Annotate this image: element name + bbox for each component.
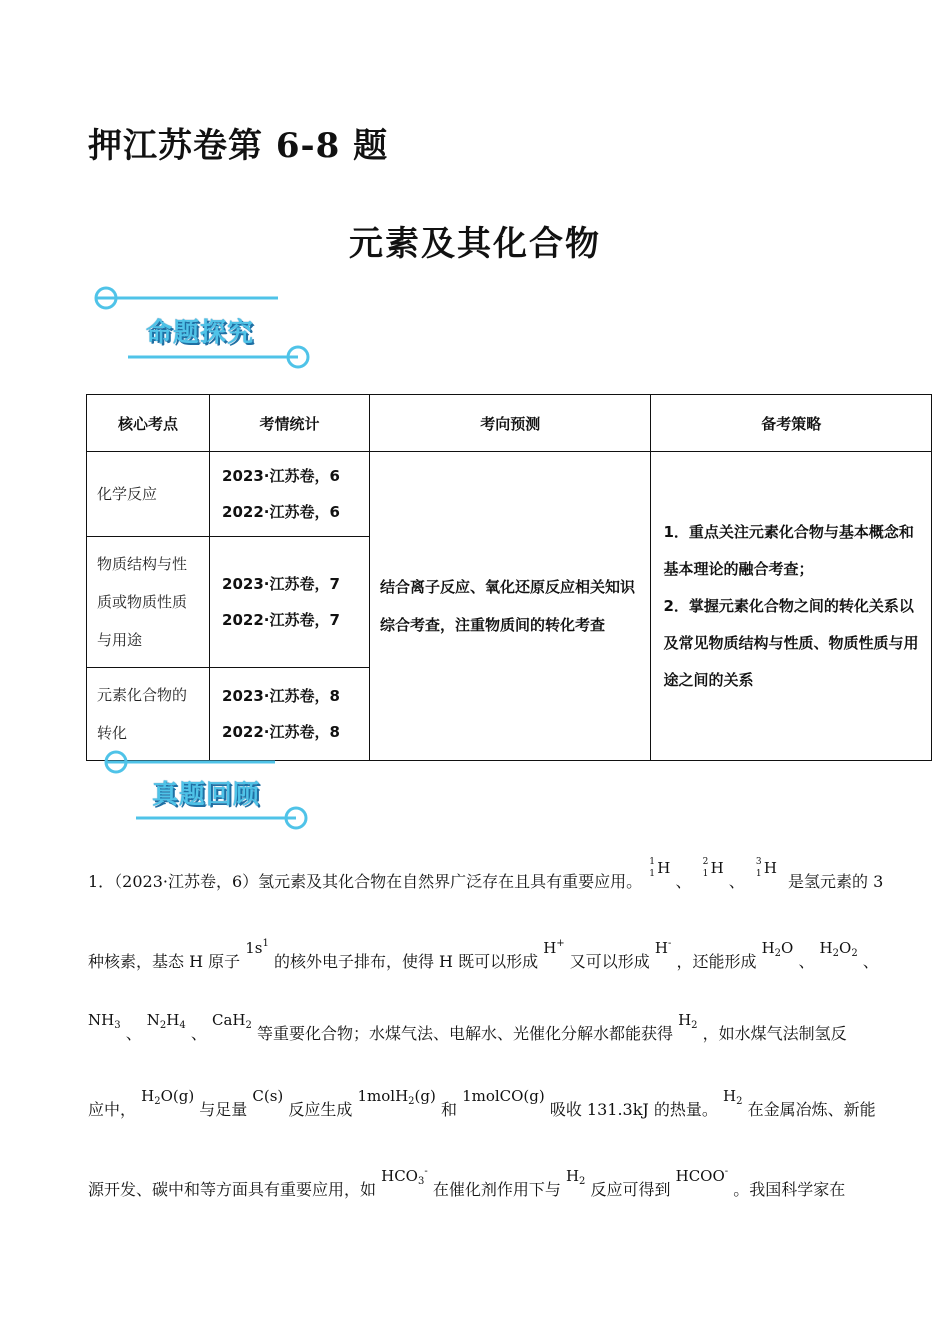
formula-h-minus: H- xyxy=(654,938,672,957)
formula-n2h4: $N_2H_4$ xyxy=(146,1011,186,1031)
question-text: 反应生成 xyxy=(288,1100,353,1119)
formula-h-plus: H+ xyxy=(543,938,565,957)
table-header-cell: 备考策略 xyxy=(651,395,932,452)
separator: 、 xyxy=(190,1024,207,1043)
table-header-cell: 考情统计 xyxy=(210,395,370,452)
table-header-row xyxy=(87,395,932,452)
stats-line: 2023·江苏卷，8 xyxy=(222,687,340,705)
core-point-cell: 元素化合物的转化 xyxy=(87,668,210,761)
stats-cell xyxy=(210,537,370,668)
question-text: 在催化剂作用下与 xyxy=(432,1180,561,1199)
table-header-cell: 核心考点 xyxy=(87,395,210,452)
formula-h2: $H_2$ xyxy=(678,1011,698,1031)
question-text: 应中， xyxy=(88,1100,137,1119)
separator: 、 xyxy=(728,872,745,891)
formula-h2o2: $H_2O_2$ xyxy=(819,939,858,959)
section-banner-label: 命题探究 xyxy=(146,318,255,348)
table-row xyxy=(87,452,932,537)
question-text: 和 xyxy=(440,1100,457,1119)
question-line xyxy=(88,1011,858,1054)
core-point-cell: 物质结构与性质或物质性质与用途 xyxy=(87,537,210,668)
section-banner-label: 真题回顾 xyxy=(152,780,261,810)
stats-line: 2022·江苏卷，8 xyxy=(222,723,340,741)
separator: 、 xyxy=(798,952,815,971)
stats-line: 2022·江苏卷，6 xyxy=(222,503,340,521)
section-banner-review xyxy=(100,748,340,838)
exam-analysis-table xyxy=(86,394,932,761)
formula-1molh2: 1molH$_2$(g) xyxy=(357,1087,436,1107)
formula-1molco: 1molCO(g) xyxy=(462,1087,545,1105)
question-text: 反应可得到 xyxy=(590,1180,671,1199)
question-text: 是氢元素的 3 xyxy=(788,872,884,891)
formula-h2o: $H_2O$ xyxy=(761,939,794,959)
stats-line: 2023·江苏卷，7 xyxy=(222,575,340,593)
question-text: 等重要化合物；水煤气法、电解水、光催化分解水都能获得 xyxy=(256,1024,673,1043)
isotope-h2: 2 1 H xyxy=(702,857,724,879)
question-text: ，还能形成 xyxy=(676,952,757,971)
strategy-cell xyxy=(651,452,932,761)
question-line xyxy=(88,1087,876,1130)
question-text: 吸收 131.3kJ 的热量。 xyxy=(549,1100,718,1119)
formula-h2: $H_2$ xyxy=(723,1087,743,1107)
formula-hco3-minus: $HCO_3^-$ xyxy=(381,1166,428,1187)
question-text: 的核外电子排布，使得 H 既可以形成 xyxy=(273,952,539,971)
separator: 、 xyxy=(675,872,692,891)
question-text: 又可以形成 xyxy=(569,952,650,971)
question-text: ，如水煤气法制氢反 xyxy=(702,1024,847,1043)
strategy-item: 2．掌握元素化合物之间的转化关系以及常见物质结构与性质、物质性质与用途之间的关系 xyxy=(663,596,919,689)
formula-c-s: C(s) xyxy=(252,1087,284,1105)
doc-title: 押江苏卷第 6-8 题 xyxy=(88,126,389,166)
stats-line: 2023·江苏卷，6 xyxy=(222,467,340,485)
formula-hcoo-minus: HCOO- xyxy=(675,1166,729,1185)
question-text: 与足量 xyxy=(199,1100,248,1119)
section-banner-explore xyxy=(88,284,328,374)
question-line xyxy=(88,1166,858,1210)
formula-cah2: CaH$_2$ xyxy=(211,1011,252,1031)
separator: 、 xyxy=(862,952,879,971)
doc-subtitle: 元素及其化合物 xyxy=(349,224,601,264)
formula-1s1: $1s^1$ xyxy=(245,938,269,957)
separator: 、 xyxy=(125,1024,142,1043)
question-text: 1．（2023·江苏卷，6）氢元素及其化合物在自然界广泛存在且具有重要应用。 xyxy=(88,872,643,891)
stats-cell xyxy=(210,668,370,761)
stats-line: 2022·江苏卷，7 xyxy=(222,611,340,629)
strategy-item: 1．重点关注元素化合物与基本概念和基本理论的融合考查； xyxy=(663,522,914,578)
isotope-h3: 3 1 H xyxy=(755,857,777,879)
core-point-cell: 化学反应 xyxy=(87,452,210,537)
stats-cell xyxy=(210,452,370,537)
formula-h2: $H_2$ xyxy=(565,1167,586,1187)
question-text: 种核素，基态 H 原子 xyxy=(88,952,241,971)
question-line xyxy=(88,857,884,896)
question-text: 。我国科学家在 xyxy=(733,1180,846,1199)
question-line xyxy=(88,938,879,982)
isotope-h1: 1 1 H xyxy=(649,857,671,879)
formula-h2o-g: $H_2O(g)$ xyxy=(141,1087,195,1107)
table-header-cell: 考向预测 xyxy=(370,395,651,452)
formula-nh3: $NH_3$ xyxy=(88,1011,121,1031)
forecast-cell: 结合离子反应、氧化还原反应相关知识综合考查，注重物质间的转化考查 xyxy=(370,452,651,761)
question-text: 在金属冶炼、新能 xyxy=(747,1100,876,1119)
question-text: 源开发、碳中和等方面具有重要应用，如 xyxy=(88,1180,377,1199)
